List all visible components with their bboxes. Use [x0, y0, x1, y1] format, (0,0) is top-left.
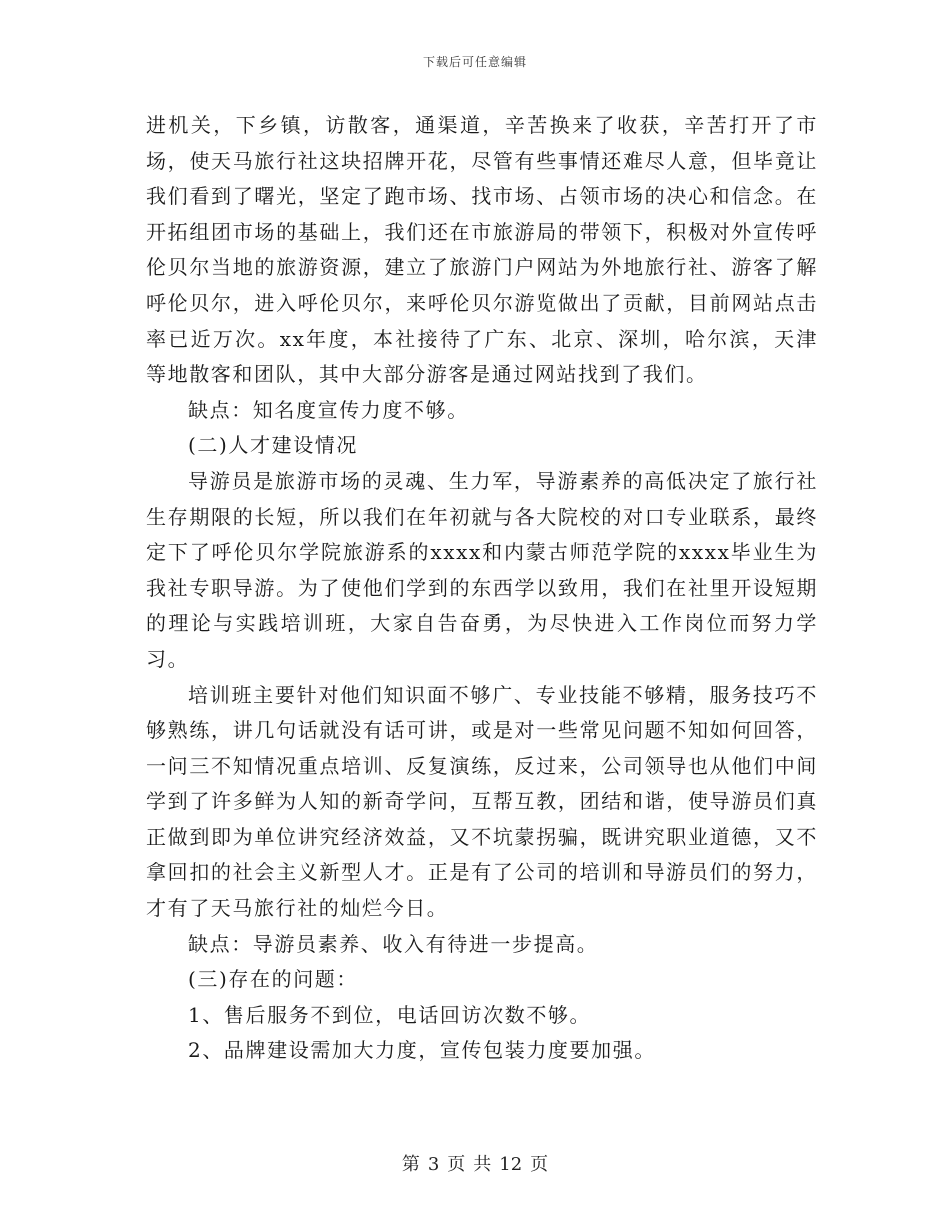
paragraph-guides: 导游员是旅游市场的灵魂、生力军，导游素养的高低决定了旅行社生存期限的长短，所以我们在年初就与各大院校的对口专业联系，最终定下了呼伦贝尔学院旅游系的xxxx和内蒙古师范学院的xxxx毕业生为我社专职导游。为了使他们学到的东西学以致用，我们在社里开设短期的理论与实践培训班，大家自告奋勇，为尽快进入工作岗位而努力学习。: [146, 468, 818, 671]
section-heading-problems: (三)存在的问题：: [188, 967, 359, 992]
footer-page-word: 页: [447, 1154, 466, 1175]
page-footer: [0, 1150, 950, 1176]
paragraph-weakness-guides: 缺点：导游员素养、收入有待进一步提高。: [188, 931, 599, 956]
document-body: [146, 108, 818, 1069]
page-header: [0, 53, 950, 70]
footer-total-prefix: 共: [473, 1154, 492, 1175]
paragraph-continuation: 进机关，下乡镇，访散客，通渠道，辛苦换来了收获，辛苦打开了市场，使天马旅行社这块招牌开花，尽管有些事情还难尽人意，但毕竟让我们看到了曙光，坚定了跑市场、找市场、占领市场的决心和信念。在开拓组团市场的基础上，我们还在市旅游局的带领下，积极对外宣传呼伦贝尔当地的旅游资源，建立了旅游门户网站为外地旅行社、游客了解呼伦贝尔，进入呼伦贝尔，来呼伦贝尔游览做出了贡献，目前网站点击率已近万次。xx年度，本社接待了广东、北京、深圳，哈尔滨，天津等地散客和团队，其中大部分游客是通过网站找到了我们。: [146, 113, 818, 387]
section-heading-talent: (二)人才建设情况: [188, 433, 359, 458]
paragraph-weakness-publicity: 缺点：知名度宣传力度不够。: [188, 397, 469, 422]
footer-total-suffix: 页: [530, 1154, 549, 1175]
list-item-problem-2: 2、品牌建设需加大力度，宣传包装力度要加强。: [188, 1038, 656, 1063]
footer-total-pages: 12: [499, 1154, 523, 1175]
footer-current-page: 3: [427, 1154, 440, 1175]
paragraph-training: 培训班主要针对他们知识面不够广、专业技能不够精，服务技巧不够熟练，讲几句话就没有话可讲，或是对一些常见问题不知如何回答，一问三不知情况重点培训、反复演练，反过来，公司领导也从他们中间学到了许多鲜为人知的新奇学问，互帮互教，团结和谐，使导游员们真正做到即为单位讲究经济效益，又不坑蒙拐骗，既讲究职业道德，又不拿回扣的社会主义新型人才。正是有了公司的培训和导游员们的努力，才有了天马旅行社的灿烂今日。: [146, 682, 818, 921]
header-text: 下载后可任意编辑: [422, 55, 527, 69]
footer-page-prefix: 第: [401, 1154, 420, 1175]
list-item-problem-1: 1、售后服务不到位，电话回访次数不够。: [188, 1002, 592, 1027]
